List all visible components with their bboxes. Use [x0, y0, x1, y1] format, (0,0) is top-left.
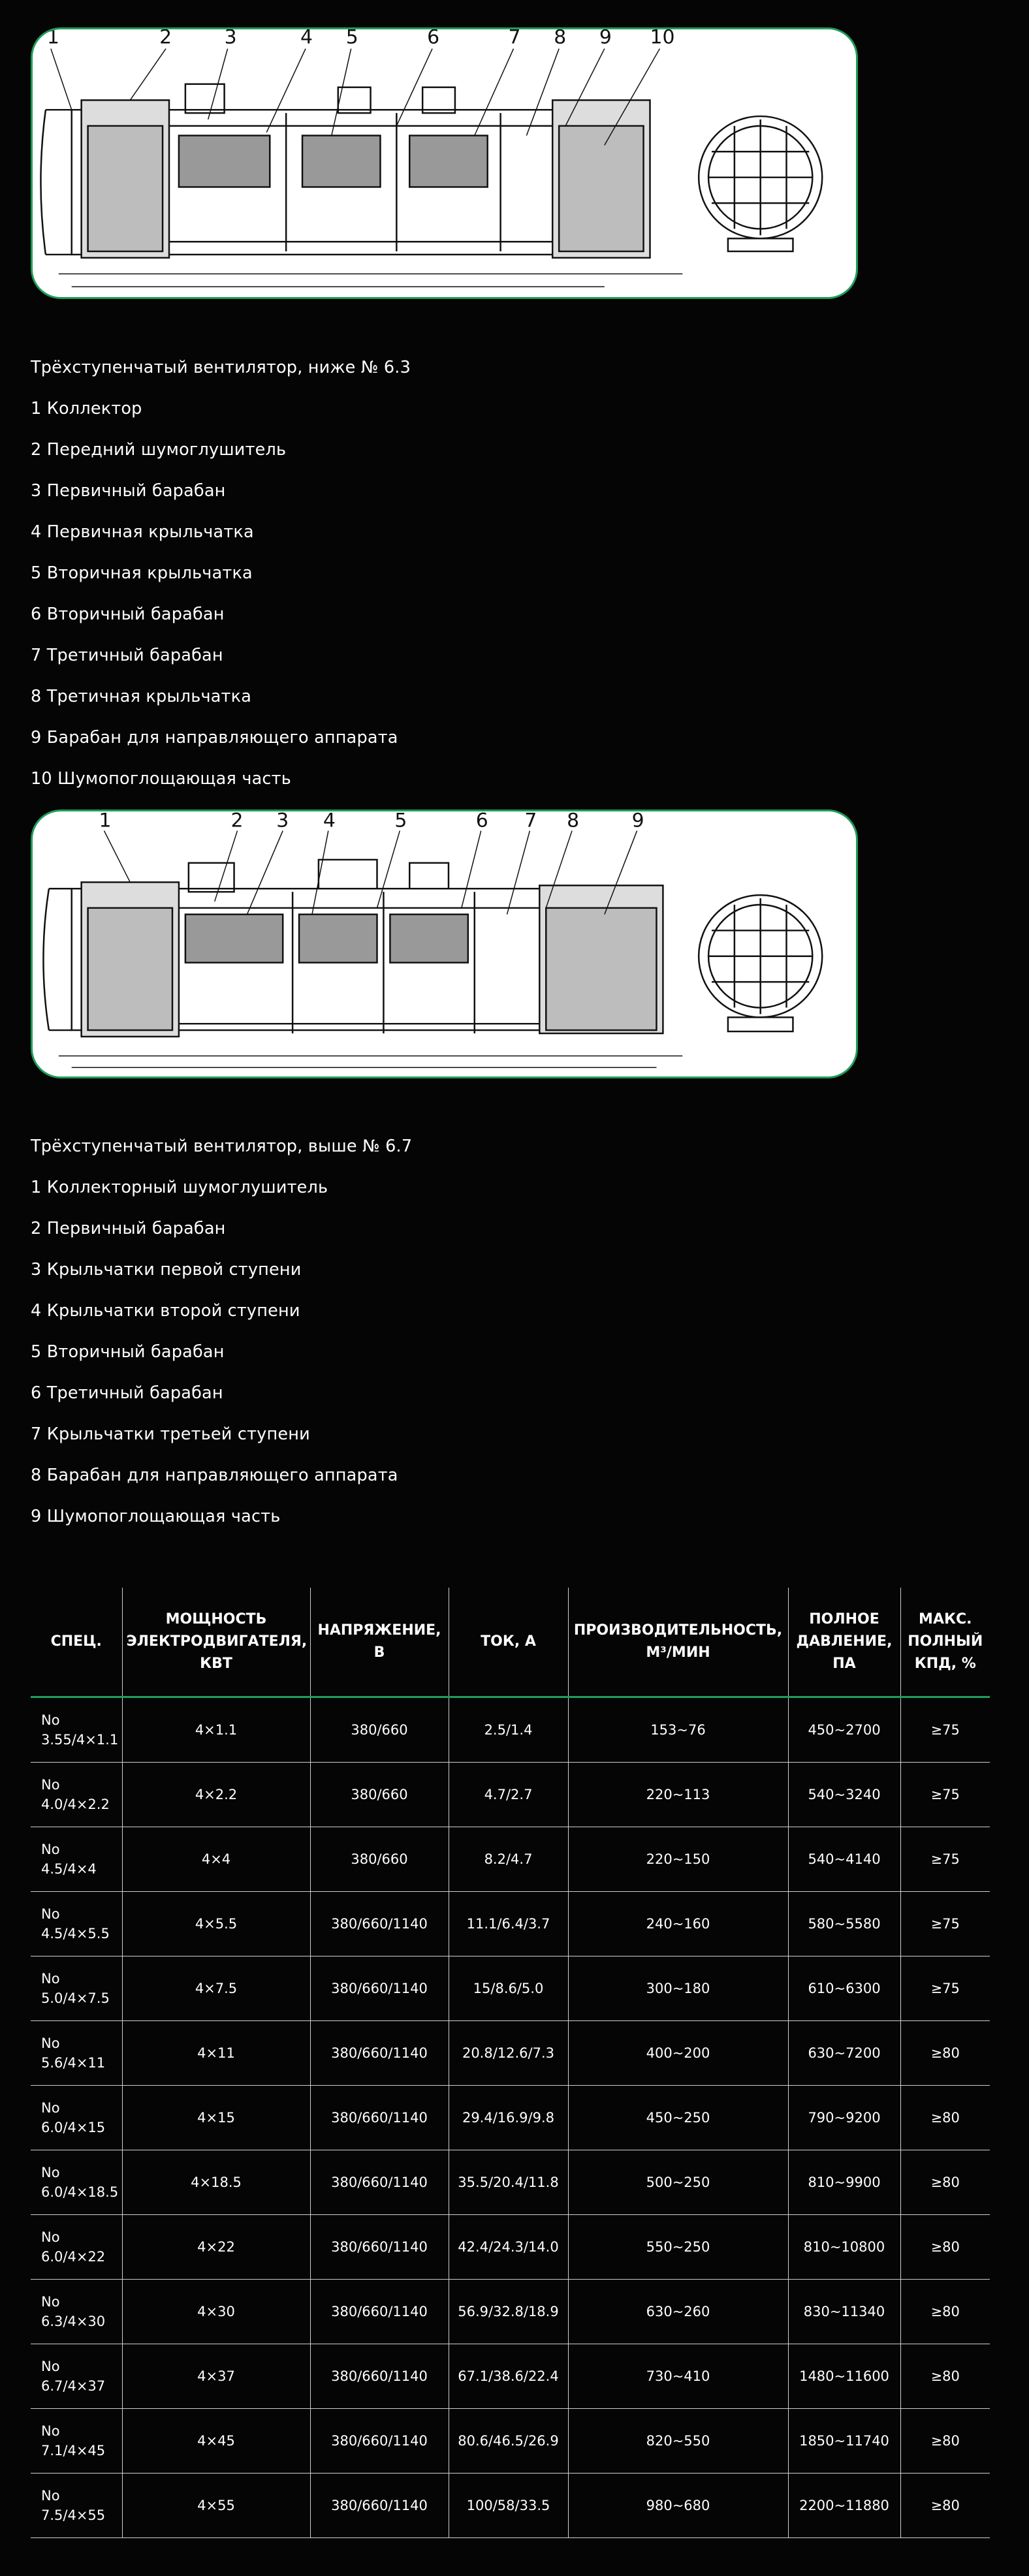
cell-capacity: 153~76: [568, 1697, 788, 1763]
cell-capacity: 730~410: [568, 2344, 788, 2409]
cell-current: 67.1/38.6/22.4: [449, 2344, 568, 2409]
part-item: 5 Вторичный барабан: [31, 1342, 225, 1362]
cell-power: 4×11: [122, 2021, 310, 2086]
callout-10: 10: [650, 29, 675, 49]
cell-capacity: 400~200: [568, 2021, 788, 2086]
callout-5: 5: [394, 811, 407, 832]
cell-voltage: 380/660/1140: [310, 1956, 449, 2021]
table-row: [31, 2150, 990, 2215]
cell-pressure: 540~3240: [788, 1763, 900, 1827]
part-item: 1 Коллекторный шумоглушитель: [31, 1178, 328, 1197]
cell-power: 4×7.5: [122, 1956, 310, 2021]
col-spec: СПЕЦ.: [31, 1588, 122, 1697]
col-pressure: ПОЛНОЕ ДАВЛЕНИЕ, ПА: [788, 1588, 900, 1697]
table-row: [31, 2086, 990, 2150]
cell-spec: No 7.5/4×55: [31, 2474, 122, 2538]
cell-pressure: 1850~11740: [788, 2409, 900, 2474]
spec-table: [31, 1588, 990, 2538]
cell-pressure: 1480~11600: [788, 2344, 900, 2409]
table-row: [31, 2409, 990, 2474]
callout-8: 8: [554, 29, 567, 49]
part-item: 3 Крыльчатки первой ступени: [31, 1260, 302, 1280]
cell-current: 100/58/33.5: [449, 2474, 568, 2538]
part-item: 8 Барабан для направляющего аппарата: [31, 1466, 398, 1485]
callout-3: 3: [224, 29, 237, 49]
cell-power: 4×30: [122, 2280, 310, 2344]
part-item: 9 Барабан для направляющего аппарата: [31, 728, 398, 747]
cell-power: 4×22: [122, 2215, 310, 2280]
caption: Трёхступенчатый вентилятор, ниже № 6.3: [31, 358, 411, 377]
parts-list-below-6-3: [31, 347, 879, 800]
cell-efficiency: ≥80: [900, 2215, 990, 2280]
part-item: 10 Шумопоглощающая часть: [31, 769, 291, 789]
cell-power: 4×18.5: [122, 2150, 310, 2215]
cell-voltage: 380/660/1140: [310, 1892, 449, 1956]
cell-power: 4×5.5: [122, 1892, 310, 1956]
cell-spec: No 4.5/4×5.5: [31, 1892, 122, 1956]
cell-current: 11.1/6.4/3.7: [449, 1892, 568, 1956]
fan-drawing-svg: [33, 29, 856, 297]
cell-capacity: 240~160: [568, 1892, 788, 1956]
cell-voltage: 380/660/1140: [310, 2150, 449, 2215]
table-row: [31, 2280, 990, 2344]
cell-power: 4×37: [122, 2344, 310, 2409]
cell-spec: No 4.5/4×4: [31, 1827, 122, 1892]
table-row: [31, 1892, 990, 1956]
cell-capacity: 980~680: [568, 2474, 788, 2538]
cell-current: 8.2/4.7: [449, 1827, 568, 1892]
callout-4: 4: [323, 811, 336, 832]
table-body: [31, 1697, 990, 2538]
cell-efficiency: ≥75: [900, 1763, 990, 1827]
cell-current: 35.5/20.4/11.8: [449, 2150, 568, 2215]
cell-capacity: 220~150: [568, 1827, 788, 1892]
cell-capacity: 450~250: [568, 2086, 788, 2150]
cell-voltage: 380/660: [310, 1697, 449, 1763]
col-current: ТОК, А: [449, 1588, 568, 1697]
cell-voltage: 380/660/1140: [310, 2021, 449, 2086]
cell-efficiency: ≥80: [900, 2021, 990, 2086]
cell-capacity: 630~260: [568, 2280, 788, 2344]
cell-pressure: 540~4140: [788, 1827, 900, 1892]
callout-6: 6: [475, 811, 488, 832]
cell-spec: No 3.55/4×1.1: [31, 1697, 122, 1763]
callout-1: 1: [99, 811, 112, 832]
cell-current: 15/8.6/5.0: [449, 1956, 568, 2021]
cell-power: 4×15: [122, 2086, 310, 2150]
cell-voltage: 380/660/1140: [310, 2409, 449, 2474]
cell-spec: No 6.0/4×22: [31, 2215, 122, 2280]
cell-efficiency: ≥80: [900, 2344, 990, 2409]
callout-7: 7: [524, 811, 537, 832]
cell-capacity: 550~250: [568, 2215, 788, 2280]
cell-pressure: 450~2700: [788, 1697, 900, 1763]
cell-spec: No 6.3/4×30: [31, 2280, 122, 2344]
cell-pressure: 610~6300: [788, 1956, 900, 2021]
callout-9: 9: [631, 811, 644, 832]
table-row: [31, 2021, 990, 2086]
table-row: [31, 2215, 990, 2280]
cell-current: 42.4/24.3/14.0: [449, 2215, 568, 2280]
cell-power: 4×55: [122, 2474, 310, 2538]
cell-spec: No 6.0/4×15: [31, 2086, 122, 2150]
cell-efficiency: ≥80: [900, 2150, 990, 2215]
part-item: 2 Передний шумоглушитель: [31, 440, 287, 460]
callout-6: 6: [427, 29, 440, 49]
part-item: 9 Шумопоглощающая часть: [31, 1507, 281, 1526]
cell-efficiency: ≥75: [900, 1892, 990, 1956]
part-item: 6 Третичный барабан: [31, 1383, 223, 1403]
table-row: [31, 1763, 990, 1827]
callout-2: 2: [159, 29, 172, 49]
callout-5: 5: [345, 29, 358, 49]
cell-efficiency: ≥80: [900, 2474, 990, 2538]
cell-current: 56.9/32.8/18.9: [449, 2280, 568, 2344]
cell-current: 80.6/46.5/26.9: [449, 2409, 568, 2474]
col-motor-power: МОЩНОСТЬ ЭЛЕКТРОДВИГАТЕЛЯ, КВТ: [122, 1588, 310, 1697]
fan-drawing-svg: [33, 811, 856, 1076]
cell-spec: No 5.6/4×11: [31, 2021, 122, 2086]
cell-pressure: 580~5580: [788, 1892, 900, 1956]
table-row: [31, 2474, 990, 2538]
cell-spec: No 4.0/4×2.2: [31, 1763, 122, 1827]
cell-efficiency: ≥80: [900, 2280, 990, 2344]
cell-voltage: 380/660/1140: [310, 2215, 449, 2280]
part-item: 5 Вторичная крыльчатка: [31, 563, 253, 583]
callout-2: 2: [230, 811, 244, 832]
cell-current: 20.8/12.6/7.3: [449, 2021, 568, 2086]
cell-pressure: 2200~11880: [788, 2474, 900, 2538]
callout-3: 3: [276, 811, 289, 832]
cell-capacity: 300~180: [568, 1956, 788, 2021]
cell-spec: No 6.7/4×37: [31, 2344, 122, 2409]
table-row: [31, 1956, 990, 2021]
cell-pressure: 630~7200: [788, 2021, 900, 2086]
part-item: 3 Первичный барабан: [31, 481, 226, 501]
callout-9: 9: [599, 29, 612, 49]
cell-efficiency: ≥75: [900, 1697, 990, 1763]
part-item: 6 Вторичный барабан: [31, 605, 225, 624]
table-row: [31, 1827, 990, 1892]
cell-current: 4.7/2.7: [449, 1763, 568, 1827]
cell-pressure: 810~9900: [788, 2150, 900, 2215]
caption: Трёхступенчатый вентилятор, выше № 6.7: [31, 1137, 413, 1156]
cell-current: 2.5/1.4: [449, 1697, 568, 1763]
cell-voltage: 380/660: [310, 1827, 449, 1892]
part-item: 2 Первичный барабан: [31, 1219, 226, 1238]
cell-pressure: 810~10800: [788, 2215, 900, 2280]
callout-8: 8: [567, 811, 580, 832]
fan-drawing-above-6-7: [31, 809, 858, 1078]
cell-spec: No 6.0/4×18.5: [31, 2150, 122, 2215]
cell-spec: No 7.1/4×45: [31, 2409, 122, 2474]
cell-power: 4×2.2: [122, 1763, 310, 1827]
part-item: 1 Коллектор: [31, 399, 142, 418]
cell-power: 4×4: [122, 1827, 310, 1892]
cell-voltage: 380/660/1140: [310, 2086, 449, 2150]
col-efficiency: МАКС. ПОЛНЫЙ КПД, %: [900, 1588, 990, 1697]
cell-capacity: 500~250: [568, 2150, 788, 2215]
table-row: [31, 2344, 990, 2409]
callout-7: 7: [508, 29, 521, 49]
cell-efficiency: ≥80: [900, 2086, 990, 2150]
fan-drawing-below-6-3: [31, 27, 858, 299]
cell-voltage: 380/660: [310, 1763, 449, 1827]
cell-capacity: 220~113: [568, 1763, 788, 1827]
callout-1: 1: [46, 29, 59, 49]
cell-voltage: 380/660/1140: [310, 2344, 449, 2409]
part-item: 7 Крыльчатки третьей ступени: [31, 1424, 310, 1444]
part-item: 8 Третичная крыльчатка: [31, 687, 252, 706]
col-voltage: НАПРЯЖЕНИЕ, В: [310, 1588, 449, 1697]
callout-4: 4: [300, 29, 313, 49]
cell-power: 4×45: [122, 2409, 310, 2474]
parts-list-above-6-7: [31, 1126, 879, 1537]
cell-capacity: 820~550: [568, 2409, 788, 2474]
col-capacity: ПРОИЗВОДИТЕЛЬНОСТЬ, М³/МИН: [568, 1588, 788, 1697]
part-item: 7 Третичный барабан: [31, 646, 223, 665]
part-item: 4 Крыльчатки второй ступени: [31, 1301, 300, 1321]
cell-pressure: 790~9200: [788, 2086, 900, 2150]
cell-power: 4×1.1: [122, 1697, 310, 1763]
cell-current: 29.4/16.9/9.8: [449, 2086, 568, 2150]
cell-efficiency: ≥75: [900, 1956, 990, 2021]
cell-voltage: 380/660/1140: [310, 2280, 449, 2344]
part-item: 4 Первичная крыльчатка: [31, 522, 254, 542]
cell-spec: No 5.0/4×7.5: [31, 1956, 122, 2021]
cell-efficiency: ≥80: [900, 2409, 990, 2474]
table-row: [31, 1697, 990, 1763]
cell-efficiency: ≥75: [900, 1827, 990, 1892]
cell-pressure: 830~11340: [788, 2280, 900, 2344]
cell-voltage: 380/660/1140: [310, 2474, 449, 2538]
table-header-row: [31, 1588, 990, 1697]
